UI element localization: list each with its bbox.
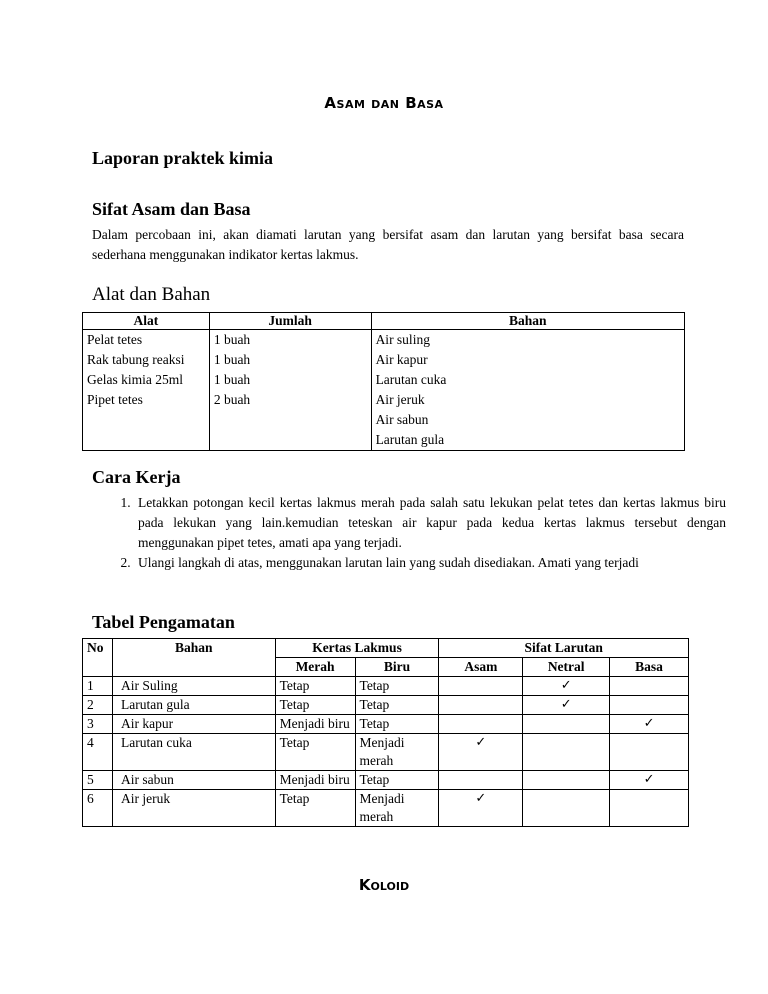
alat-cell: Gelas kimia 25ml [83, 370, 210, 390]
biru-cell: Menjadi merah [355, 734, 439, 771]
table-row [83, 677, 689, 696]
list-item: 1. Letakkan potongan kecil kertas lakmus merah pada salah satu lekukan pelat tetes dan kertas lakmus biru pada lekukan yang lain.kemudian teteskan air kapur pada kedua kertas lakmus tersebut dengan menggunakan pipet tetes, amati apa yang terjadi. [134, 493, 726, 553]
footer-heading: Koloid [358, 876, 410, 894]
biru-cell: Tetap [355, 771, 439, 790]
table-row [83, 771, 689, 790]
check-icon [610, 790, 689, 827]
table-row [83, 350, 685, 370]
alat-cell: Rak tabung reaksi [83, 350, 210, 370]
merah-cell: Tetap [275, 696, 355, 715]
header-bahan: Bahan [371, 313, 684, 330]
jumlah-cell: 1 buah [209, 370, 371, 390]
check-icon: ✓ [610, 715, 689, 734]
check-icon [439, 715, 523, 734]
biru-cell: Tetap [355, 696, 439, 715]
jumlah-cell: 2 buah [209, 390, 371, 410]
merah-cell: Tetap [275, 734, 355, 771]
no-cell: 1 [83, 677, 113, 696]
jumlah-cell: 1 buah [209, 330, 371, 351]
header-merah: Merah [275, 658, 355, 677]
table-row [83, 410, 685, 430]
check-icon [439, 771, 523, 790]
steps-list [92, 493, 726, 573]
no-cell: 2 [83, 696, 113, 715]
check-icon: ✓ [523, 677, 610, 696]
alat-cell: Pipet tetes [83, 390, 210, 410]
alat-cell [83, 430, 210, 451]
bahan-cell: Larutan cuka [112, 734, 275, 771]
check-icon [610, 677, 689, 696]
table-row [83, 696, 689, 715]
header-kertas-lakmus: Kertas Lakmus [275, 639, 439, 658]
header-sifat-larutan: Sifat Larutan [439, 639, 689, 658]
section-heading-pengamatan: Tabel Pengamatan [92, 612, 235, 632]
no-cell: 4 [83, 734, 113, 771]
check-icon [610, 734, 689, 771]
bahan-cell: Larutan gula [112, 696, 275, 715]
bahan-cell: Air jeruk [112, 790, 275, 827]
header-basa: Basa [610, 658, 689, 677]
check-icon [610, 696, 689, 715]
biru-cell: Tetap [355, 677, 439, 696]
bahan-cell: Air sabun [371, 410, 684, 430]
report-title: Laporan praktek kimia [92, 148, 274, 168]
bahan-cell: Air jeruk [371, 390, 684, 410]
table-row [83, 330, 685, 351]
bahan-cell: Air sabun [112, 771, 275, 790]
section-heading-alat: Alat dan Bahan [92, 284, 211, 305]
header-alat: Alat [83, 313, 210, 330]
header-netral: Netral [523, 658, 610, 677]
alat-cell [83, 410, 210, 430]
header-no: No [83, 639, 113, 677]
header-jumlah: Jumlah [209, 313, 371, 330]
biru-cell: Menjadi merah [355, 790, 439, 827]
table-row [83, 430, 685, 451]
check-icon [439, 696, 523, 715]
biru-cell: Tetap [355, 715, 439, 734]
list-item: 2. Ulangi langkah di atas, menggunakan larutan lain yang sudah disediakan. Amati yang terjadi [134, 553, 726, 573]
jumlah-cell: 1 buah [209, 350, 371, 370]
bahan-cell: Air kapur [371, 350, 684, 370]
header-biru: Biru [355, 658, 439, 677]
header-bahan: Bahan [112, 639, 275, 677]
bahan-cell: Larutan cuka [371, 370, 684, 390]
check-icon [523, 715, 610, 734]
bahan-cell: Air suling [371, 330, 684, 351]
merah-cell: Menjadi biru [275, 771, 355, 790]
alat-bahan-table [82, 312, 685, 451]
check-icon: ✓ [439, 790, 523, 827]
section-heading-cara: Cara Kerja [92, 467, 181, 487]
alat-cell: Pelat tetes [83, 330, 210, 351]
check-icon: ✓ [610, 771, 689, 790]
merah-cell: Menjadi biru [275, 715, 355, 734]
merah-cell: Tetap [275, 790, 355, 827]
section-body-sifat: Dalam percobaan ini, akan diamati larutan yang bersifat asam dan larutan yang bersifat basa secara sederhana menggunakan indikator kertas lakmus. [92, 227, 684, 262]
check-icon [523, 771, 610, 790]
no-cell: 3 [83, 715, 113, 734]
check-icon [523, 790, 610, 827]
check-icon [439, 677, 523, 696]
no-cell: 5 [83, 771, 113, 790]
table-row [83, 390, 685, 410]
bahan-cell: Air Suling [112, 677, 275, 696]
table-row [83, 790, 689, 827]
check-icon: ✓ [439, 734, 523, 771]
jumlah-cell [209, 410, 371, 430]
section-heading-sifat: Sifat Asam dan Basa [92, 199, 251, 219]
jumlah-cell [209, 430, 371, 451]
table-row [83, 370, 685, 390]
check-icon: ✓ [523, 696, 610, 715]
observation-table [82, 638, 689, 827]
bahan-cell: Larutan gula [371, 430, 684, 451]
document-title: Asam dan Basa [324, 94, 444, 112]
table-row [83, 715, 689, 734]
bahan-cell: Air kapur [112, 715, 275, 734]
no-cell: 6 [83, 790, 113, 827]
check-icon [523, 734, 610, 771]
header-asam: Asam [439, 658, 523, 677]
table-row [83, 734, 689, 771]
merah-cell: Tetap [275, 677, 355, 696]
